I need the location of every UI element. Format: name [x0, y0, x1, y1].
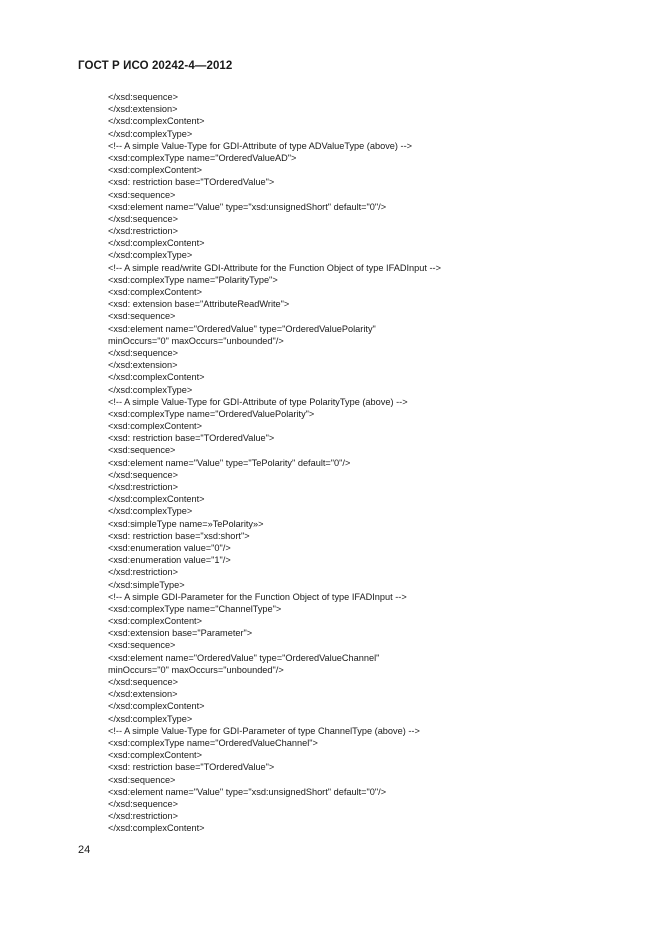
code-line: <xsd:complexType name="ChannelType"> — [108, 603, 282, 614]
code-line: <xsd:sequence> — [108, 189, 176, 200]
code-line: </xsd:complexContent> — [108, 494, 205, 505]
code-line: <xsd:element name="Value" type="xsd:unsignedShort" default="0"/> — [108, 786, 387, 797]
code-line: <xsd:sequence> — [108, 774, 176, 785]
code-line: </xsd:complexContent> — [108, 372, 205, 383]
code-line: </xsd:restriction> — [108, 567, 178, 578]
code-line: </xsd:extension> — [108, 360, 178, 371]
code-line: <xsd:sequence> — [108, 311, 176, 322]
code-line: <xsd:element name="OrderedValue" type="OrderedValuePolarity" — [108, 323, 376, 334]
code-line: <xsd:complexType name="OrderedValueChannel"> — [108, 737, 318, 748]
code-line: </xsd:complexContent> — [108, 238, 205, 249]
code-line: <xsd:complexType name="OrderedValueAD"> — [108, 152, 297, 163]
code-line: <xsd:complexType name="OrderedValuePolarity"> — [108, 408, 315, 419]
code-line: <xsd:complexContent> — [108, 750, 202, 761]
code-line: <xsd:sequence> — [108, 445, 176, 456]
code-line: </xsd:complexType> — [108, 384, 193, 395]
code-line: <xsd:sequence> — [108, 640, 176, 651]
code-line: <!-- A simple Value-Type for GDI-Attribute of type ADValueType (above) --> — [108, 140, 412, 151]
code-line: minOccurs="0" maxOccurs="unbounded"/> — [108, 664, 284, 675]
code-line: <xsd:complexContent> — [108, 287, 202, 297]
code-line: <xsd:element name="Value" type="TePolarity" default="0"/> — [108, 457, 351, 468]
code-line: <xsd:complexContent> — [108, 421, 202, 432]
code-line: <xsd:element name="OrderedValue" type="OrderedValueChannel" — [108, 652, 380, 663]
code-line: <xsd:enumeration value="1"/> — [108, 555, 231, 566]
code-line: <xsd: restriction base="xsd:short"> — [108, 530, 250, 541]
code-line: </xsd:restriction> — [108, 811, 178, 822]
code-line: <!-- A simple GDI-Parameter for the Function Object of type IFADInput --> — [108, 591, 407, 602]
code-line: </xsd:complexContent> — [108, 116, 205, 127]
code-line: </xsd:complexType> — [108, 506, 193, 517]
code-line: </xsd:sequence> — [108, 798, 178, 809]
code-line: <xsd:complexType name="PolarityType"> — [108, 274, 278, 285]
code-line: <!-- A simple Value-Type for GDI-Parameter of type ChannelType (above) --> — [108, 725, 420, 736]
code-line: <xsd: restriction base="TOrderedValue"> — [108, 177, 275, 188]
code-line: <xsd:element name="Value" type="xsd:unsignedShort" default="0"/> — [108, 201, 387, 212]
code-line: <xsd:complexContent> — [108, 616, 202, 627]
code-line: </xsd:sequence> — [108, 213, 178, 224]
code-line: </xsd:sequence> — [108, 677, 178, 687]
code-line: </xsd:restriction> — [108, 226, 178, 237]
code-line: </xsd:sequence> — [108, 347, 178, 358]
xsd-code-block — [108, 91, 588, 834]
code-line: minOccurs="0" maxOccurs="unbounded"/> — [108, 335, 284, 346]
code-line: </xsd:restriction> — [108, 482, 178, 492]
code-line: </xsd:complexType> — [108, 128, 193, 139]
code-line: <!-- A simple read/write GDI-Attribute for the Function Object of type IFADInput --> — [108, 262, 441, 273]
code-line: <xsd:extension base="Parameter"> — [108, 628, 253, 639]
document-header: ГОСТ Р ИСО 20242-4—2012 — [78, 60, 233, 72]
code-line: <xsd: extension base="AttributeReadWrite"> — [108, 299, 290, 310]
code-line: </xsd:extension> — [108, 104, 178, 115]
code-line: </xsd:complexContent> — [108, 701, 205, 712]
code-line: <xsd:simpleType name=»TePolarity»> — [108, 518, 264, 529]
code-line: </xsd:simpleType> — [108, 579, 185, 590]
code-line: <!-- A simple Value-Type for GDI-Attribute of type PolarityType (above) --> — [108, 396, 408, 407]
code-line: <xsd:enumeration value="0"/> — [108, 542, 231, 553]
code-line: <xsd: restriction base="TOrderedValue"> — [108, 433, 275, 444]
page-number: 24 — [78, 844, 91, 856]
code-line: </xsd:sequence> — [108, 92, 178, 102]
code-line: </xsd:complexType> — [108, 713, 193, 724]
code-line: </xsd:complexType> — [108, 250, 193, 261]
code-line: <xsd: restriction base="TOrderedValue"> — [108, 762, 275, 773]
code-line: </xsd:complexContent> — [108, 823, 205, 834]
code-line: </xsd:extension> — [108, 689, 178, 700]
code-line: <xsd:complexContent> — [108, 165, 202, 176]
code-line: </xsd:sequence> — [108, 469, 178, 480]
